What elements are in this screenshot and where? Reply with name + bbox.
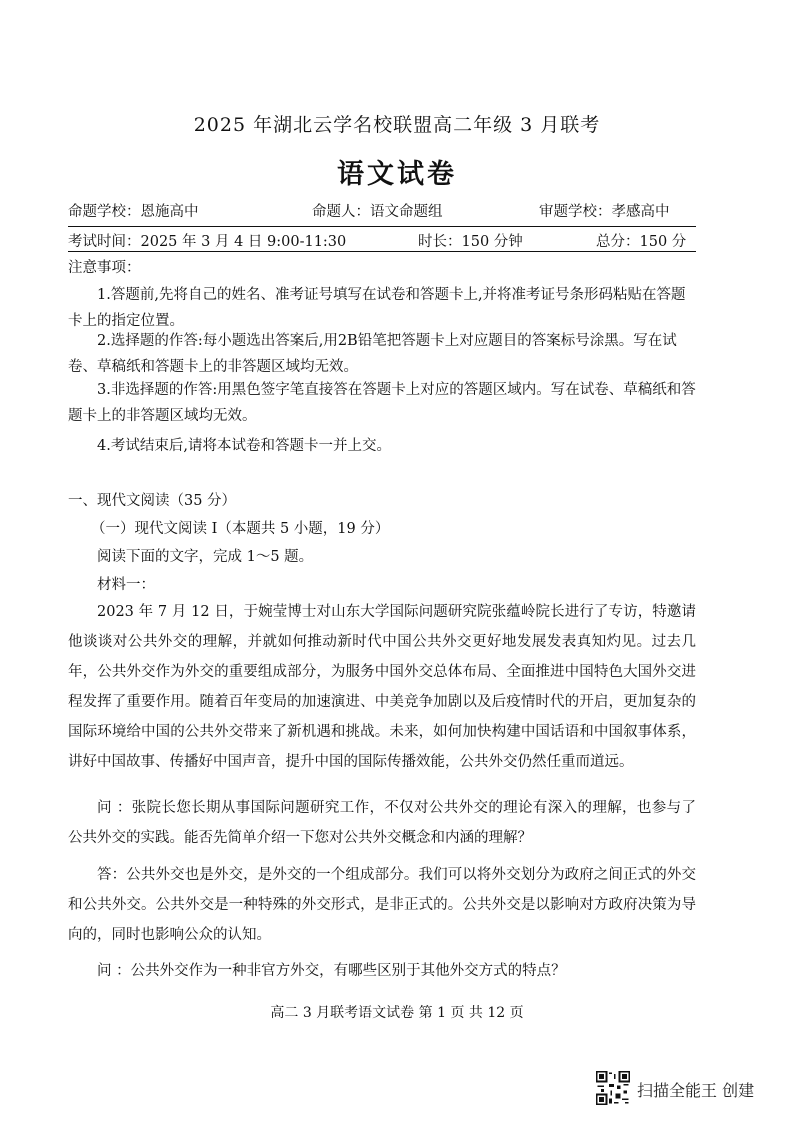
paragraph: 问 ：张院长您长期从事国际问题研究工作，不仅对公共外交的理论有深入的理解，也参与了公共外交的实践。能否先简单介绍一下您对公共外交概念和内涵的理解？: [68, 800, 696, 846]
paragraph: 2023 年 7 月 12 日，于婉莹博士对山东大学国际问题研究院张蕴岭院长进行了专访，特邀请他谈谈对公共外交的理解，并就如何推动新时代中国公共外交更好地发展发表真知灼见。过去几年，公共外交作为外交的重要组成部分，为服务中国外交总体布局、全面推进中国特色大国外交进程发挥了重要作用。随着百年变局的加速演进、中美竞争加剧以及后疫情时代的开启，更加复杂的国际环境给中国的公共外交带来了新机遇和挑战。未来，如何加快构建中国话语和中国叙事体系，讲好中国故事、传播好中国声音，提升中国的国际传播效能，公共外交仍然任重而道远。: [68, 604, 696, 770]
header-divider-top: [68, 226, 696, 227]
qr-code-icon: [596, 1071, 630, 1105]
duration: 时长：150 分钟: [418, 234, 523, 250]
proposer: 命题人：语文命题组: [312, 204, 443, 220]
notice-item: 3.非选择题的作答:用黑色签字笔直接答在答题卡上对应的答题区域内。写在试卷、草稿纸和答题卡上的非答题区域均无效。: [68, 382, 696, 424]
material-label: 材料一：: [97, 577, 155, 593]
subject-title: 语文试卷: [337, 159, 457, 190]
instruction: 阅读下面的文字，完成 1～5 题。: [97, 549, 314, 565]
section-title: 一、现代文阅读（35 分）: [68, 493, 237, 509]
total-score: 总分：150 分: [596, 234, 687, 250]
notice-item: 2.选择题的作答:每小题选出答案后,用2B铅笔把答题卡上对应题目的答案标号涂黑。写在试卷、草稿纸和答题卡上的非答题区域均无效。: [68, 333, 677, 375]
exam-time: 考试时间：2025 年 3 月 4 日 9:00-11:30: [68, 234, 347, 250]
exam-title: 2025 年湖北云学名校联盟高二年级 3 月联考: [193, 114, 601, 136]
reviewer-school: 审题学校：孝感高中: [539, 204, 670, 220]
header-divider-bottom: [68, 251, 696, 252]
proposer-school: 命题学校：恩施高中: [68, 204, 199, 220]
paragraph: 问 ：公共外交作为一种非官方外交，有哪些区别于其他外交方式的特点？: [97, 963, 566, 979]
notice-item: 4.考试结束后,请将本试卷和答题卡一并上交。: [97, 438, 391, 454]
page-footer: 高二 3 月联考语文试卷 第 1 页 共 12 页: [270, 1005, 524, 1021]
notice-title: 注意事项：: [68, 260, 141, 276]
paragraph: 答：公共外交也是外交，是外交的一个组成部分。我们可以将外交划分为政府之间正式的外交和公共外交。公共外交是一种特殊的外交形式，是非正式的。公共外交是以影响对方政府决策为导向的，同时也影响公众的认知。: [68, 867, 696, 943]
section-subtitle: （一）现代文阅读 I（本题共 5 小题，19 分）: [91, 521, 390, 537]
notice-item: 1.答题前,先将自己的姓名、准考证号填写在试卷和答题卡上,并将准考证号条形码粘贴在答题卡上的指定位置。: [68, 287, 686, 329]
scanner-watermark: 扫描全能王 创建: [637, 1081, 755, 1100]
